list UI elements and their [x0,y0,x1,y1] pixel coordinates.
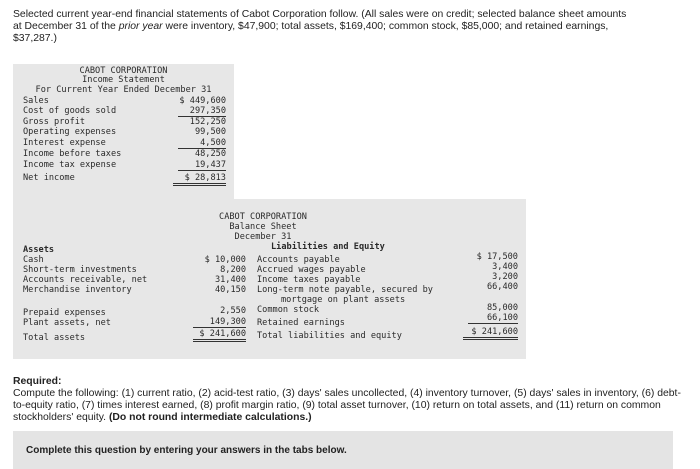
is-label-sales: Sales [23,96,49,106]
is-title-company: CABOT CORPORATION [79,66,168,76]
is-label-income-before-taxes: Income before taxes [23,149,122,159]
is-label-operating-expenses: Operating expenses [23,127,117,137]
bs-liab-value-common-stock: 85,000 [486,303,518,313]
bs-asset-value-short-term-investments: 8,200 [220,265,246,275]
bs-title-company: CABOT CORPORATION [219,212,307,222]
intro-line-2a: at December 31 of the [13,21,119,32]
is-label-income-tax-expense: Income tax expense [23,160,117,170]
bs-liab-value-income-taxes-payable: 3,200 [492,272,518,282]
bs-liab-value-accounts-payable: $ 17,500 [476,252,518,262]
is-value-income-before-taxes: 48,250 [194,149,226,159]
is-label-net-income: Net income [23,173,75,183]
bs-liab-label-income-taxes-payable: Income taxes payable [257,275,361,285]
bs-asset-value-merchandise-inventory: 40,150 [214,285,246,295]
bs-liab-label-long-term-note: Long-term note payable, secured by [257,285,433,295]
bs-liabilities-header: Liabilities and Equity [271,242,385,252]
bs-asset-label-prepaid-expenses: Prepaid expenses [23,308,106,318]
bs-liab-label-common-stock: Common stock [257,305,320,315]
is-value-net-income: $ 28,813 [173,173,226,186]
is-value-income-tax-expense: 19,437 [178,160,226,171]
balance-sheet [13,199,526,359]
is-title-period: For Current Year Ended December 31 [35,85,212,95]
intro-line-1: Selected current year-end financial statements of Cabot Corporation follow. (All sales were on credit; selected balance sheet amounts [13,9,627,20]
bs-asset-value-plant-assets: 149,300 [193,317,246,328]
bs-liab-value-long-term-note: 66,400 [486,282,518,292]
required-text: Compute the following: (1) current ratio, (2) acid-test ratio, (3) days' sales uncollected, (4) inventory turnover, (5) days' sales in inventory, (6) debt-to-equity ratio, (7) times interest earned, (8) profit margin ratio, (9) total asset turnover, (10) return on total assets, and (11) return on common stockholders' equity. [13,388,681,423]
bs-asset-label-total-assets: Total assets [23,333,86,343]
is-value-cogs: 297,350 [178,106,226,117]
bs-asset-label-plant-assets: Plant assets, net [23,318,111,328]
is-value-interest-expense: 4,500 [178,138,226,149]
bs-liab-label-retained-earnings: Retained earnings [257,318,345,328]
is-value-operating-expenses: 99,500 [194,127,226,137]
instruction-bar [13,431,673,469]
bs-asset-value-prepaid-expenses: 2,550 [220,306,246,316]
required-note: (Do not round intermediate calculations.) [108,412,312,423]
is-label-gross-profit: Gross profit [23,117,86,127]
bs-asset-label-merchandise-inventory: Merchandise inventory [23,285,132,295]
required-section [13,376,688,424]
required-heading: Required: [13,376,62,387]
is-title-statement: Income Statement [82,75,165,85]
intro-line-2c: were inventory, $47,900; total assets, $169,400; common stock, $85,000; and retained earnings, [162,21,609,32]
bs-asset-value-total-assets: $ 241,600 [193,329,246,342]
bs-liab-value-retained-earnings: 66,100 [468,313,518,324]
is-label-interest-expense: Interest expense [23,138,106,148]
bs-liab-label-accounts-payable: Accounts payable [257,255,340,265]
bs-title-date: December 31 [234,232,292,242]
problem-intro [13,9,688,45]
income-statement [13,64,234,199]
intro-line-2b: prior year [118,21,163,32]
bs-asset-value-cash: $ 10,000 [204,255,246,265]
instruction-text: Complete this question by entering your answers in the tabs below. [26,445,347,456]
intro-line-3: $37,287.) [13,33,57,44]
is-label-cogs: Cost of goods sold [23,106,117,116]
bs-asset-value-accounts-receivable: 31,400 [214,275,246,285]
bs-liab-label-accrued-wages: Accrued wages payable [257,265,366,275]
bs-asset-label-cash: Cash [23,255,44,265]
bs-title-statement: Balance Sheet [229,222,297,232]
bs-assets-header: Assets [23,245,55,255]
bs-liab-value-accrued-wages: 3,400 [492,262,518,272]
bs-asset-label-accounts-receivable: Accounts receivable, net [23,275,148,285]
is-value-gross-profit: 152,250 [189,117,226,127]
bs-liab-label-total-liabilities-equity: Total liabilities and equity [257,331,402,341]
bs-liab-label-mortgage-note: mortgage on plant assets [281,295,406,305]
bs-asset-label-short-term-investments: Short-term investments [23,265,137,275]
bs-liab-value-total-liabilities-equity: $ 241,600 [463,327,518,340]
is-value-sales: $ 449,600 [179,96,226,106]
